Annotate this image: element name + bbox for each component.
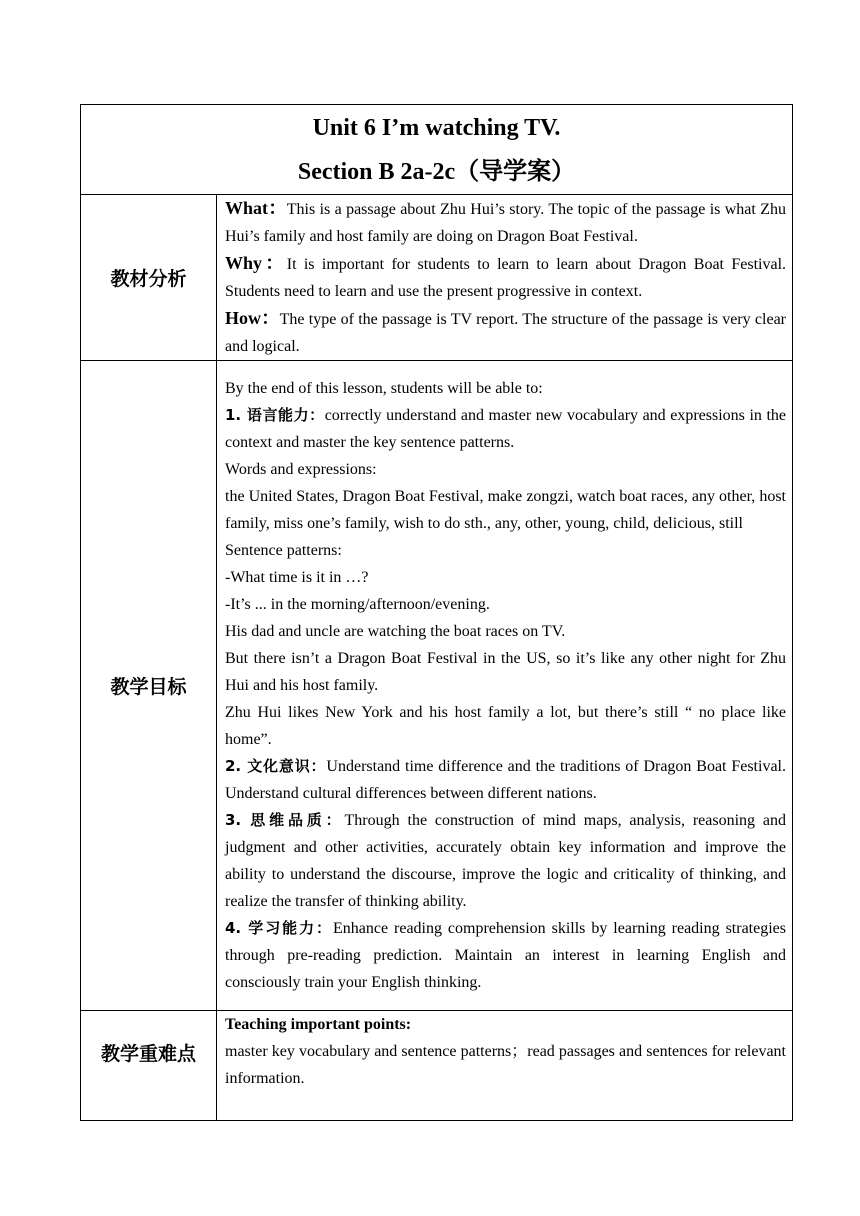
objective-1-text: correctly understand and master new vocabulary and expressions in the context and master the key sentence patterns. [225, 407, 786, 451]
patterns-heading: Sentence patterns: [225, 542, 342, 559]
why-paragraph [225, 250, 786, 305]
objective-4 [225, 915, 786, 996]
analysis-label: 教材分析 [81, 195, 217, 361]
words-list: the United States, Dragon Boat Festival, make zongzi, watch boat races, any other, host family, miss one’s family, wish to do sth., any, other, young, child, delicious, still [225, 488, 786, 532]
objective-3-heading: 3. 思维品质： [225, 811, 345, 829]
objectives-label: 教学目标 [81, 361, 217, 1011]
objective-4-text: Enhance reading comprehension skills by learning reading strategies through pre-reading prediction. Maintain an interest in learning English and consciously train your English thinking. [225, 920, 786, 991]
key-points-heading: Teaching important points: [225, 1016, 412, 1033]
objective-2-text: Understand time difference and the traditions of Dragon Boat Festival. Understand cultural differences between different nations. [225, 758, 786, 802]
sentence-2: But there isn’t a Dragon Boat Festival in the US, so it’s like any other night for Zhu Hui and his host family. [225, 650, 786, 694]
words-heading: Words and expressions: [225, 461, 377, 478]
section-title: Section B 2a-2c（导学案） [297, 158, 576, 185]
how-text: The type of the passage is TV report. The structure of the passage is very clear and logical. [225, 311, 787, 355]
objective-3 [225, 807, 786, 915]
what-text: This is a passage about Zhu Hui’s story. The topic of the passage is what Zhu Hui’s family and host family are doing on Dragon Boat Festival. [225, 201, 786, 245]
how-paragraph [225, 305, 786, 360]
lesson-plan-table [80, 104, 793, 1121]
sentence-3: Zhu Hui likes New York and his host family a lot, but there’s still “ no place like home”. [225, 704, 786, 748]
pattern-2: -It’s ... in the morning/afternoon/evening. [225, 596, 490, 613]
key-points-text: master key vocabulary and sentence patterns；read passages and sentences for relevant information. [225, 1043, 786, 1087]
pattern-1: -What time is it in …? [225, 569, 369, 586]
key-points-label: 教学重难点 [81, 1011, 217, 1121]
analysis-content [217, 195, 793, 361]
unit-title: Unit 6 I’m watching TV. [312, 114, 561, 141]
objective-1 [225, 402, 786, 456]
title-cell [81, 105, 793, 195]
analysis-row [81, 195, 793, 361]
objective-3-text: Through the construction of mind maps, analysis, reasoning and judgment and other activities, accurately obtain key information and improve the ability to understand the discourse, improve the logic and criticality of thinking, and realize the transfer of thinking ability. [225, 812, 787, 910]
objective-2 [225, 753, 786, 807]
why-text: It is important for students to learn to learn about Dragon Boat Festival. Students need to learn and use the present progressive in context. [225, 256, 787, 300]
why-heading: Why： [225, 253, 287, 273]
lesson-plan-sheet [80, 104, 792, 1121]
what-paragraph [225, 195, 786, 250]
key-points-row [81, 1011, 793, 1121]
objective-1-heading: 1. 语言能力： [225, 406, 325, 424]
objectives-intro: By the end of this lesson, students will be able to: [225, 380, 543, 397]
what-heading: What： [225, 198, 287, 218]
key-points-content [217, 1011, 793, 1121]
objective-4-heading: 4. 学习能力： [225, 919, 333, 937]
objectives-row [81, 361, 793, 1011]
objectives-content [217, 361, 793, 1011]
how-heading: How： [225, 308, 280, 328]
objective-2-heading: 2. 文化意识： [225, 757, 327, 775]
sentence-1: His dad and uncle are watching the boat races on TV. [225, 623, 566, 640]
